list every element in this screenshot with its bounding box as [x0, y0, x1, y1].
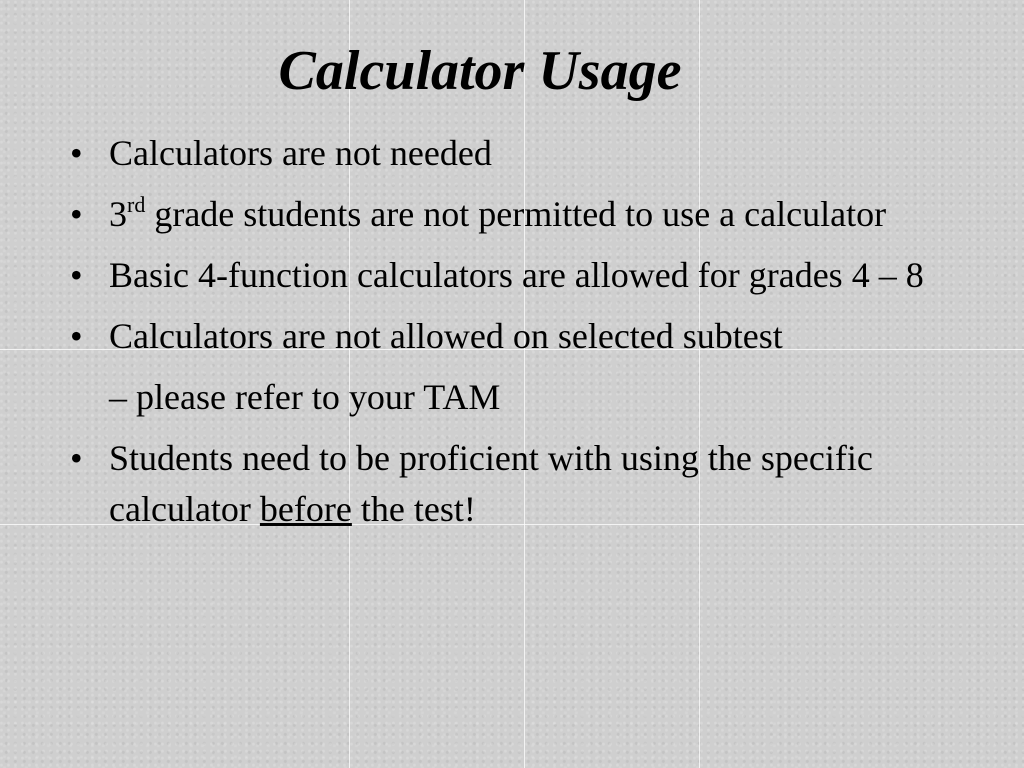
- bullet-dot: •: [70, 316, 83, 356]
- bullet-text: Students need to be proficient with using the specific calculator: [109, 438, 873, 529]
- bullet-item: [70, 311, 970, 362]
- bullet-item: [70, 250, 970, 301]
- bullet-dot: •: [70, 438, 83, 478]
- bullet-underlined-word: before: [259, 489, 352, 529]
- bullet-text: Calculators are not needed: [109, 133, 492, 173]
- bullet-text: Basic 4-function calculators are allowed for grades 4 – 8: [109, 255, 924, 295]
- sub-bullet-item: [70, 372, 970, 423]
- bullet-text-end: the test!: [351, 489, 476, 529]
- bullet-dot: •: [70, 133, 83, 173]
- sub-bullet-text: – please refer to your TAM: [109, 377, 501, 417]
- bullet-item: [70, 128, 970, 179]
- bullet-superscript: rd: [127, 192, 146, 217]
- bullet-dot: •: [70, 255, 83, 295]
- bullet-dot: •: [70, 194, 83, 234]
- bullet-item: [70, 189, 970, 240]
- bullet-list: [70, 128, 970, 545]
- bullet-text-prefix: 3: [109, 194, 127, 234]
- bullet-text: grade students are not permitted to use a calculator: [145, 194, 887, 234]
- bullet-text: Calculators are not allowed on selected subtest: [109, 316, 783, 356]
- slide-title: Calculator Usage: [278, 40, 682, 102]
- bullet-item: [70, 433, 970, 535]
